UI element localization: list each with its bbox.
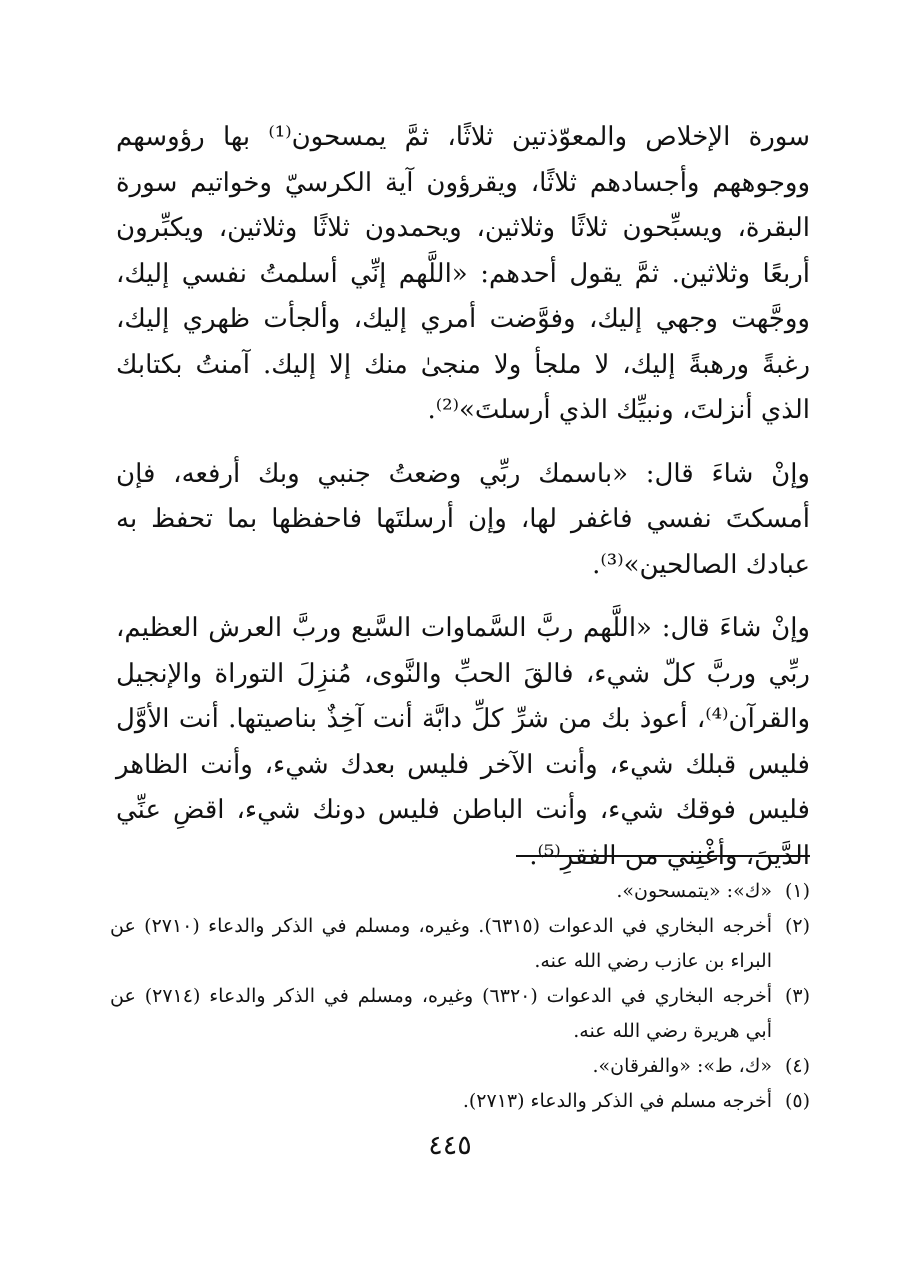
footnote [110, 909, 810, 979]
paragraph: سورة الإخلاص والمعوّذتين ثلاثًا، ثمَّ يمسحون⁽¹⁾ بها رؤوسهم ووجوههم وأجسادهم ثلاثًا، ويقرؤون آية الكرسيّ وخواتيم سورة البقرة، ويسبِّحون ثلاثًا وثلاثين، ويحمدون ثلاثًا وثلاثين، ويكبِّرون أربعًا وثلاثين. ثمَّ يقول أحدهم: «اللَّهم إنِّي أسلمتُ نفسي إليك، ووجَّهت وجهي إليك، وفوَّضت أمري إليك، وألجأت ظهري إليك، رغبةً ورهبةً إليك، لا ملجأ ولا منجىٰ منك إلا إليك. آمنتُ بكتابك الذي أنزلتَ، ونبيِّك الذي أرسلتَ»⁽²⁾. [116, 122, 810, 425]
page-number: ٤٤٥ [428, 1130, 472, 1161]
paragraph: وإنْ شاءَ قال: «باسمك ربِّي وضعتُ جنبي وبك أرفعه، فإن أمسكتَ نفسي فاغفر لها، وإن أرسلتَها فاحفظها بما تحفظ به عبادك الصالحين»⁽³⁾. [116, 458, 810, 580]
footnote-text: «ك، ط»: «والفرقان». [592, 1055, 772, 1077]
footnote [110, 874, 810, 909]
main-text [116, 115, 810, 879]
footnote [110, 979, 810, 1049]
footnote [110, 1084, 810, 1119]
footnote-text: «ك»: «يتمسحون». [616, 880, 772, 902]
footnotes [110, 874, 810, 1119]
footnote-number: (٤) [784, 1055, 810, 1077]
footnote [110, 1049, 810, 1084]
footnote-number: (٢) [784, 915, 810, 937]
paragraph: وإنْ شاءَ قال: «اللَّهم ربَّ السَّماوات السَّبع وربَّ العرش العظيم، ربِّي وربَّ كلّ شيء، فالقَ الحبِّ والنَّوى، مُنزِلَ التوراة والإنجيل والقرآن⁽⁴⁾، أعوذ بك من شرِّ كلِّ دابَّة أنت آخِذٌ بناصيتها. أنت الأوَّل فليس قبلك شيء، وأنت الآخر فليس بعدك شيء، وأنت الظاهر فليس فوقك شيء، وأنت الباطن فليس دونك شيء، اقضِ عنِّي الدَّينَ، وأغْنِني من الفقرِ⁽⁵⁾. [116, 613, 810, 871]
footnote-number: (١) [784, 880, 810, 902]
footnote-number: (٥) [784, 1090, 810, 1112]
footnote-number: (٣) [784, 985, 810, 1007]
footnote-divider [516, 855, 810, 857]
footnote-text: أخرجه البخاري في الدعوات (٦٣٢٠) وغيره، ومسلم في الذكر والدعاء (٢٧١٤) عن أبي هريرة رضي الله عنه. [110, 985, 772, 1042]
footnote-text: أخرجه مسلم في الذكر والدعاء (٢٧١٣). [462, 1090, 772, 1112]
footnote-text: أخرجه البخاري في الدعوات (٦٣١٥). وغيره، ومسلم في الذكر والدعاء (٢٧١٠) عن البراء بن عازب رضي الله عنه. [110, 915, 772, 972]
